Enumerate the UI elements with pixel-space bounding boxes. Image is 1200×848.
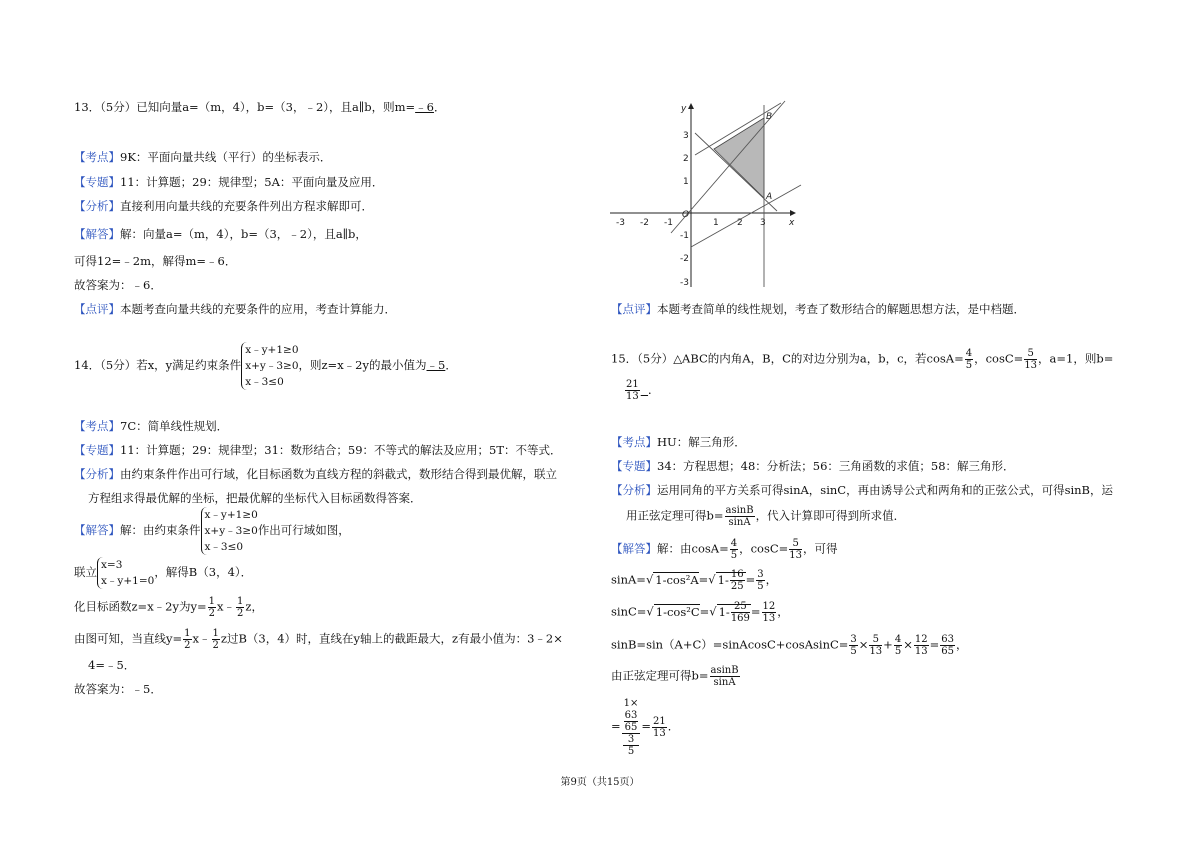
- y-tick-label: -1: [680, 231, 689, 241]
- q15-answer: $\frac{21}{13}$ ．: [626, 379, 660, 402]
- y-tick-label: 1: [683, 177, 689, 187]
- q14-constraints: x﹣y+1≥0 x+y﹣3≥0 x﹣3≤0: [241, 342, 298, 390]
- q14-final: 故答案为：﹣5．: [74, 682, 162, 696]
- origin-label: O: [682, 210, 690, 220]
- x-axis-arrow: [790, 210, 796, 216]
- q14-answer: ﹣5: [426, 358, 446, 372]
- y-axis-arrow: [688, 103, 694, 109]
- x-tick-label: 2: [737, 218, 743, 228]
- q15-kaodian: 【考点】HU：解三角形．: [611, 435, 746, 449]
- q15-law: 由正弦定理可得b= $\frac{asinB}{\sin A}$: [611, 665, 739, 688]
- q14-jieda-constraints: x﹣y+1≥0 x+y﹣3≥0 x﹣3≤0: [201, 507, 258, 555]
- q13-fenxi: 【分析】直接利用向量共线的充要条件列出方程求解即可．: [74, 199, 373, 213]
- y-tick-label: -2: [680, 254, 689, 264]
- q14-fenxi-1: 【分析】由约束条件作出可行域，化目标函数为直线方程的斜截式，数形结合得到最优解，联立: [74, 467, 557, 481]
- q14-tu-2: 4=﹣5．: [88, 658, 136, 672]
- q14-kaodian: 【考点】7C：简单线性规划．: [74, 419, 229, 433]
- q14-fenxi-2: 方程组求得最优解的坐标，把最优解的坐标代入目标函数得答案．: [88, 491, 422, 505]
- q13-zhuanti: 【专题】11：计算题；29：规律型；5A：平面向量及应用．: [74, 175, 384, 189]
- q13-answer: ﹣6: [415, 100, 434, 114]
- point-a-label: A: [766, 192, 773, 202]
- line-objective: [691, 185, 801, 247]
- y-tick-label: 2: [683, 154, 689, 164]
- q13-line2: 可得12=﹣2m，解得m=﹣6．: [74, 254, 237, 268]
- q15-final: = 1× 63 65 3 5 = $\frac{21}{13}$ ．: [611, 698, 680, 757]
- feasible-region-graph: [605, 95, 805, 291]
- q15-sinC: sinC=√ 1-cos²C=√ 1- $\frac{25}{169}$ = $\frac{12}{13}$ ，: [611, 601, 789, 624]
- x-tick-label: 3: [760, 218, 766, 228]
- q13-kaodian: 【考点】9K：平面向量共线（平行）的坐标表示．: [74, 150, 332, 164]
- x-axis-label: x: [789, 218, 795, 228]
- q15-zhuanti: 【专题】34：方程思想；48：分析法；56：三角函数的求值；58：解三角形．: [611, 459, 1015, 473]
- q14-stem: 14．（5分）若x，y满足约束条件 x﹣y+1≥0 x+y﹣3≥0 x﹣3≤0 ，则z=x﹣2y的最小值为﹣5．: [74, 344, 457, 388]
- q15-sinB: sinB=sin（A+C）=sinAcosC+cosAsinC= $\frac{3}{5}$ × $\frac{5}{13}$ + $\frac{4}{5}$ × $\frac{12}{13}$ = $\frac{63}{65}$ ，: [611, 634, 968, 657]
- q14-dianping: 【点评】本题考查简单的线性规划，考查了数形结合的解题思想方法，是中档题．: [611, 302, 1025, 316]
- q14-lianli-system: x=3 x﹣y+1=0: [97, 557, 154, 589]
- y-axis-label: y: [681, 104, 687, 114]
- x-tick-label: 1: [713, 218, 719, 228]
- q14-tu: 由图可知，当直线y= $\frac{1}{2}$ x﹣ $\frac{1}{2}$ z过B（3，4）时，直线在y轴上的截距最大，z有最小值为：3﹣2×: [74, 628, 563, 651]
- q13-dianping: 【点评】本题考查向量共线的充要条件的应用，考查计算能力．: [74, 302, 396, 316]
- q14-lianli: 联立 x=3 x﹣y+1=0 ，解得B（3，4）．: [74, 559, 253, 587]
- x-tick-label: -3: [616, 218, 625, 228]
- y-tick-label: -3: [680, 278, 689, 288]
- q13-line3: 故答案为：﹣6．: [74, 278, 162, 292]
- page-footer: 第9页（共15页）: [560, 777, 640, 788]
- q14-jieda: 【解答】解：由约束条件 x﹣y+1≥0 x+y﹣3≥0 x﹣3≤0 作出可行域如图，: [74, 509, 350, 553]
- q14-hua: 化目标函数z=x﹣2y为y= $\frac{1}{2}$ x﹣ $\frac{1}{2}$ z，: [74, 596, 263, 619]
- x-tick-label: -2: [640, 218, 649, 228]
- q15-jieda: 【解答】解：由cosA= $\frac{4}{5}$ ，cosC= $\frac{5}{13}$ ，可得: [611, 538, 838, 561]
- q15-fenxi-1: 【分析】运用同角的平方关系可得sinA，sinC，再由诱导公式和两角和的正弦公式，可得sinB，运: [611, 483, 1114, 497]
- q15-stem: 15．（5分）△ABC的内角A，B，C的对边分别为a，b，c，若cosA= $\frac{4}{5}$ ，cosC= $\frac{5}{13}$ ，a=1，则b=: [611, 348, 1114, 371]
- q13-jieda: 【解答】解：向量a=（m，4），b=（3，﹣2），且a∥b，: [74, 227, 367, 241]
- x-tick-label: -1: [664, 218, 673, 228]
- q14-zhuanti: 【专题】11：计算题；29：规律型；31：数形结合；59：不等式的解法及应用；5T：不等式．: [74, 443, 562, 457]
- y-tick-label: 3: [683, 131, 689, 141]
- q15-fenxi-2: 用正弦定理可得b= $\frac{asinB}{\sin A}$ ，代入计算即可得到所求值．: [626, 505, 906, 528]
- q15-sinA: sinA=√ 1-cos²A=√ 1- $\frac{16}{25}$ = $\frac{3}{5}$ ，: [611, 569, 778, 592]
- point-b-label: B: [766, 112, 773, 122]
- q13-stem: 13．（5分）已知向量a=（m，4），b=（3，﹣2），且a∥b，则m=﹣6．: [74, 100, 446, 114]
